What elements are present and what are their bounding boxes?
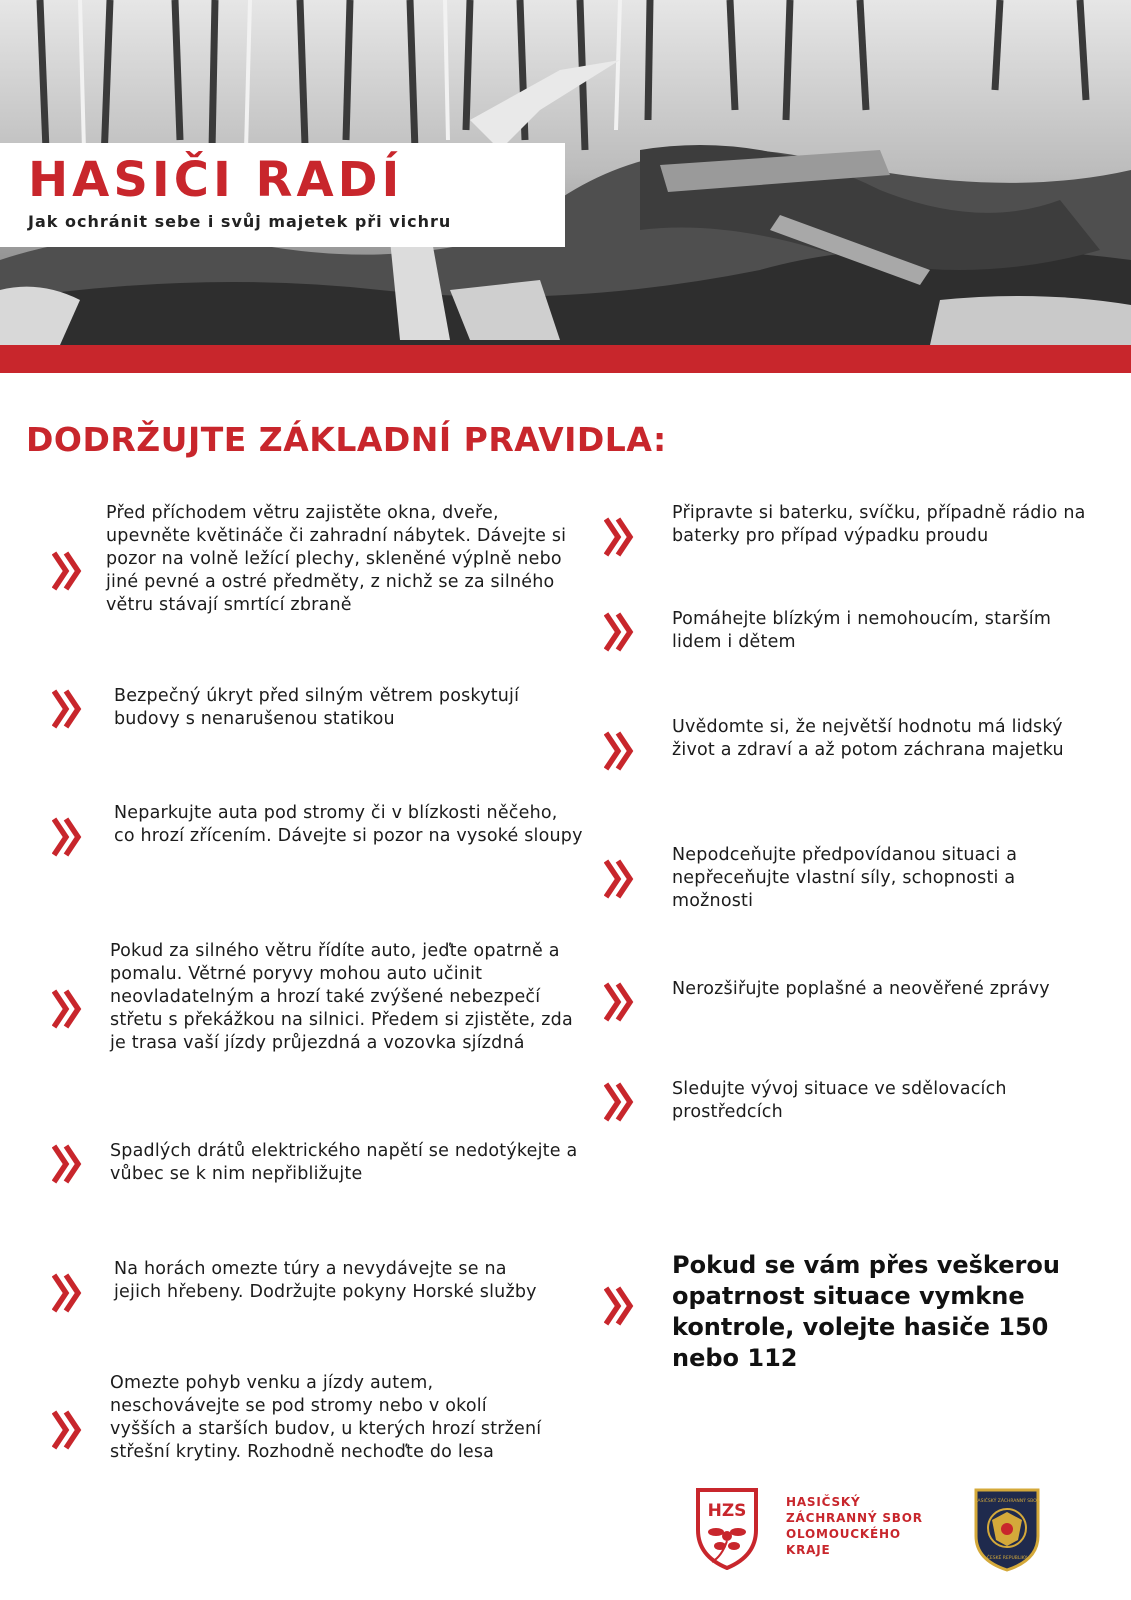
organization-name [786, 1494, 923, 1558]
double-chevron-right-icon [604, 731, 640, 771]
double-chevron-right-icon [52, 817, 88, 857]
double-chevron-right-icon [52, 1144, 88, 1184]
org-name-line: HASIČSKÝ [786, 1495, 861, 1509]
double-chevron-right-icon [604, 612, 640, 652]
double-chevron-right-icon [604, 982, 640, 1022]
list-item [604, 844, 1114, 914]
org-name-line: ZÁCHRANNÝ SBOR [786, 1511, 923, 1525]
list-item-text: Neparkujte auta pod stromy či v blízkosti něčeho, co hrozí zřícením. Dávejte si pozor na vysoké sloupy [114, 803, 583, 846]
list-item-text: Připravte si baterku, svíčku, případně rádio na baterky pro případ výpadku proudu [672, 503, 1086, 546]
list-item-text: Nerozšiřujte poplašné a neověřené zprávy [672, 979, 1050, 999]
hzs-logo-icon [692, 1486, 762, 1570]
list-item-text: Pokud za silného větru řídíte auto, jeďte opatrně a pomalu. Větrné poryvy mohou auto učinit neovladatelným a hrozí také zvýšené nebezpečí střetu s překážkou na silnici. Předem si zjistěte, zda je trasa vaší jízdy průjezdná a vozovka sjízdná [110, 941, 573, 1053]
list-item-text: Nepodceňujte předpovídanou situaci a nepřeceňujte vlastní síly, schopnosti a možnosti [672, 845, 1018, 911]
red-divider-band [0, 345, 1131, 373]
double-chevron-right-icon [52, 689, 88, 729]
list-item-text: Spadlých drátů elektrického napětí se nedotýkejte a vůbec se k nim nepřibližujte [110, 1141, 578, 1184]
double-chevron-right-icon [604, 859, 640, 899]
org-name-line: OLOMOUCKÉHO [786, 1527, 901, 1541]
list-item [604, 716, 1114, 786]
section-heading: DODRŽUJTE ZÁKLADNÍ PRAVIDLA: [26, 420, 667, 459]
list-item [604, 502, 1114, 572]
list-item [52, 685, 592, 733]
list-item-text: Omezte pohyb venku a jízdy autem, neschovávejte se pod stromy nebo v okolí vyšších a starších budov, u kterých hrozí stržení střešní krytiny. Rozhodně nechoďte do lesa [110, 1373, 542, 1462]
double-chevron-right-icon [52, 989, 88, 1029]
list-item [52, 940, 592, 1078]
double-chevron-right-icon [604, 1286, 640, 1326]
list-item [604, 978, 1114, 1026]
double-chevron-right-icon [52, 1410, 88, 1450]
list-item [604, 608, 1114, 656]
list-item-text: Bezpečný úkryt před silným větrem poskytují budovy s nenarušenou statikou [114, 686, 520, 729]
list-item [52, 1258, 592, 1328]
emergency-call-note: Pokud se vám přes veškerou opatrnost situace vymkne kontrole, volejte hasiče 150 nebo 112 [672, 1251, 1060, 1372]
page-title: HASIČI RADÍ [28, 152, 404, 208]
list-item [604, 1078, 1114, 1126]
list-item [52, 802, 592, 872]
double-chevron-right-icon [604, 1082, 640, 1122]
seal-top-text: HASIČSKÝ ZÁCHRANNÝ SBOR [974, 1499, 1040, 1504]
page-subtitle: Jak ochránit sebe i svůj majetek při vichru [28, 212, 452, 231]
list-item-text: Na horách omezte túry a nevydávejte se na jejich hřebeny. Dodržujte pokyny Horské služby [114, 1259, 537, 1302]
list-item-text: Před příchodem větru zajistěte okna, dveře, upevněte květináče či zahradní nábytek. Dávejte si pozor na volně ležící plechy, skleněné výplně nebo jiné pevné a ostré předměty, z nichž se za silného větru stávají smrtící zbraně [106, 503, 567, 615]
list-item-text: Uvědomte si, že největší hodnotu má lidský život a zdraví a až potom záchrana majetku [672, 717, 1064, 760]
list-item-text: Pomáhejte blízkým i nemohoucím, starším lidem i dětem [672, 609, 1052, 652]
double-chevron-right-icon [52, 1273, 88, 1313]
seal-bottom-text: ČESKÉ REPUBLIKY [986, 1556, 1028, 1561]
org-name-line: KRAJE [786, 1543, 831, 1557]
list-item-text: Sledujte vývoj situace ve sdělovacích prostředcích [672, 1079, 1007, 1122]
double-chevron-right-icon [52, 551, 88, 591]
hzs-logo-text: HZS [707, 1501, 747, 1521]
fire-rescue-seal-icon [972, 1486, 1042, 1572]
list-item [52, 1372, 592, 1488]
double-chevron-right-icon [604, 517, 640, 557]
list-item [52, 1140, 592, 1188]
list-item [52, 502, 592, 640]
